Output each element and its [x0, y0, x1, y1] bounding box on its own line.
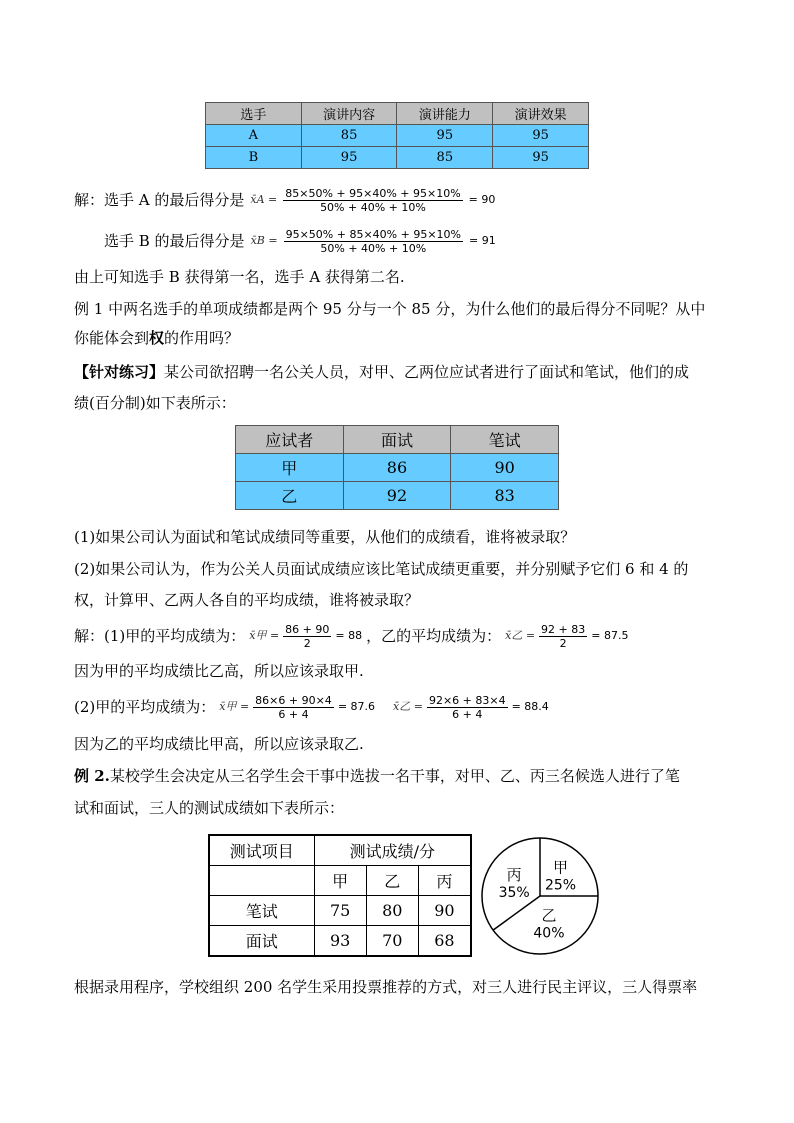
table-cell: 75 — [314, 896, 366, 926]
table-header: 演讲效果 — [493, 103, 589, 125]
table-header: 演讲能力 — [397, 103, 493, 125]
mean-symbol: x̄甲 = — [219, 700, 250, 713]
result: = 88.4 — [511, 700, 549, 713]
conclusion-1: 由上可知选手 B 获得第一名，选手 A 获得第二名. — [74, 268, 405, 286]
table-cell: 95 — [397, 125, 493, 147]
table-cell: B — [206, 147, 302, 169]
solution-a-line — [74, 184, 495, 216]
question-1-line2 — [74, 327, 239, 349]
pie-slice-label: 甲 — [552, 858, 569, 877]
table-header: 测试项目 — [209, 835, 314, 866]
text: (2)甲的平均成绩为： — [74, 698, 216, 716]
table-cell: 笔试 — [209, 896, 314, 926]
example-2-line1 — [74, 765, 680, 787]
table-test-scores — [208, 834, 472, 957]
table-header: 笔试 — [451, 426, 559, 454]
solution-2-line2: 因为甲的平均成绩比乙高，所以应该录取甲. — [74, 662, 364, 680]
table-cell: 85 — [301, 125, 397, 147]
table-cell: 83 — [451, 482, 559, 510]
solution-2-line3 — [74, 690, 549, 724]
table-contestants — [205, 102, 589, 169]
text: 你能体会到 — [74, 329, 150, 347]
fraction: $\frac{86\times 6 + 90\times 4}{6 + 4}$ — [255, 693, 332, 721]
table-cell: 86 — [343, 454, 451, 482]
mean-symbol: x̄乙 = — [505, 629, 536, 642]
table-applicants — [235, 425, 559, 510]
result: = 87.6 — [337, 700, 376, 713]
table-subheader: 丙 — [418, 866, 471, 896]
table-cell: 95 — [493, 125, 589, 147]
pie-slice-label: 乙 — [541, 906, 557, 925]
table-cell: 90 — [451, 454, 559, 482]
fraction: $\frac{85\times 50\% + 95\times 40\% + 95\times 10\%}{50\% + 40\% + 10\%}$ — [285, 186, 461, 214]
question-part-1: (1)如果公司认为面试和笔试成绩同等重要，从他们的成绩看，谁将被录取？ — [74, 528, 576, 546]
practice-tag: 【针对练习】 — [74, 363, 165, 381]
result: = 91 — [469, 234, 496, 247]
text: 某公司欲招聘一名公关人员，对甲、乙两位应试者进行了面试和笔试，他们的成 — [164, 363, 690, 381]
table-header: 演讲内容 — [301, 103, 397, 125]
vote-pie-chart — [478, 834, 602, 958]
result: = 87.5 — [591, 629, 629, 642]
practice-line1 — [74, 361, 689, 383]
table-cell: A — [206, 125, 302, 147]
example-2-line2: 试和面试，三人的测试成绩如下表所示： — [74, 799, 345, 817]
table-header: 应试者 — [236, 426, 344, 454]
table-cell: 乙 — [236, 482, 344, 510]
fraction: $\frac{92\times 6 + 83\times 4}{6 + 4}$ — [428, 693, 506, 721]
fraction: $\frac{86 + 90}{2}$ — [285, 622, 330, 650]
mean-symbol: x̄A = — [250, 193, 278, 206]
solution-b-text: 选手 B 的最后得分是 — [104, 232, 245, 250]
table-header: 面试 — [343, 426, 451, 454]
question-part-2a: (2)如果公司认为，作为公关人员面试成绩应该比笔试成绩更重要，并分别赋予它们 6 和 4 的 — [74, 560, 689, 578]
text: ，乙的平均成绩为： — [366, 627, 502, 645]
text: 某校学生会决定从三名学生会干事中选拔一名干事，对甲、乙、丙三名候选人进行了笔 — [109, 767, 680, 785]
solution-a-text: 解：选手 A 的最后得分是 — [74, 191, 245, 209]
table-header: 测试成绩/分 — [314, 835, 471, 866]
example-tag: 例 2. — [74, 767, 110, 785]
table-subheader: 甲 — [314, 866, 366, 896]
table-cell: 95 — [301, 147, 397, 169]
solution-2-line1 — [74, 619, 628, 653]
fraction: $\frac{95\times 50\% + 85\times 40\% + 95\times 10\%}{50\% + 40\% + 10\%}$ — [285, 227, 461, 255]
table-cell: 面试 — [209, 926, 314, 957]
table-subheader: 乙 — [366, 866, 418, 896]
result: = 90 — [468, 193, 496, 206]
text: 解：(1)甲的平均成绩为： — [74, 627, 246, 645]
text: 的作用吗？ — [164, 329, 240, 347]
table-cell: 80 — [366, 896, 418, 926]
result: = 88 — [335, 629, 363, 642]
mean-symbol: x̄B = — [250, 234, 278, 247]
table-cell: 93 — [314, 926, 366, 957]
practice-line2: 绩(百分制)如下表所示： — [74, 394, 236, 412]
mean-symbol: x̄甲 = — [249, 629, 280, 642]
table-cell: 95 — [493, 147, 589, 169]
table-cell: 甲 — [236, 454, 344, 482]
bold-word: 权 — [149, 329, 165, 347]
pie-slice-value: 25% — [544, 877, 577, 894]
table-header: 选手 — [206, 103, 302, 125]
fraction: $\frac{92 + 83}{2}$ — [541, 622, 586, 650]
pie-slice-value: 40% — [533, 925, 565, 942]
table-cell: 85 — [397, 147, 493, 169]
solution-b-line — [104, 225, 496, 257]
mean-symbol: x̄乙 = — [393, 700, 423, 713]
last-line: 根据录用程序，学校组织 200 名学生采用投票推荐的方式，对三人进行民主评议，三人得票率 — [74, 978, 698, 996]
solution-2-line4: 因为乙的平均成绩比甲高，所以应该录取乙. — [74, 735, 364, 753]
question-part-2b: 权，计算甲、乙两人各自的平均成绩，谁将被录取？ — [74, 591, 420, 609]
table-cell-empty — [209, 866, 314, 896]
pie-slice-label: 丙 — [506, 865, 522, 884]
table-cell: 70 — [366, 926, 418, 957]
pie-slice-value: 35% — [498, 884, 530, 901]
table-cell: 90 — [418, 896, 471, 926]
question-1-line1: 例 1 中两名选手的单项成绩都是两个 95 分与一个 85 分，为什么他们的最后得分不同呢？从中 — [74, 300, 706, 318]
table-cell: 92 — [343, 482, 451, 510]
table-cell: 68 — [418, 926, 471, 957]
